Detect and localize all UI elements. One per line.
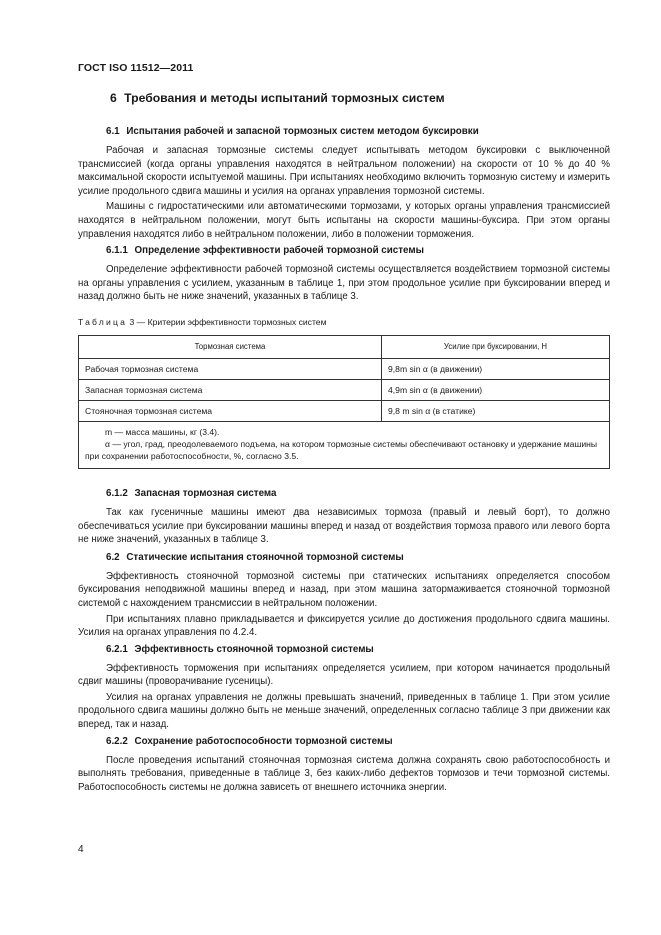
- subsection-number: 6.1.2: [106, 487, 128, 499]
- subsection-title: Определение эффективности рабочей тормозной системы: [134, 245, 424, 257]
- cell-system: Рабочая тормозная система: [79, 358, 382, 379]
- cell-force: 4,9m sin α (в движении): [382, 379, 610, 400]
- column-header-force: Усилие при буксировании, Н: [382, 335, 610, 358]
- paragraph: Эффективность торможения при испытаниях определяется усилием, при котором начинается продольный сдвиг машины (проворачивание гусеницы).: [78, 662, 610, 688]
- paragraph: Определение эффективности рабочей тормозной системы осуществляется воздействием тормозной системы на органы управления с усилием, указанным в таблице 1, при этом продольное усилие при буксировании вперед и назад должно быть не ниже значений, указанных в таблице 3.: [78, 264, 610, 303]
- paragraph: Так как гусеничные машины имеют два независимых тормоза (правый и левый борт), то должно обеспечиваться усилие при буксировании машины вперед и назад от воздействия тормоза правого или левого борта не ниже значений, указанных в таблице 3.: [78, 506, 610, 546]
- table-caption: [78, 316, 610, 328]
- table-row: [79, 358, 610, 379]
- subsection-title: Сохранение работоспособности тормозной системы: [134, 735, 393, 747]
- cell-system: Запасная тормозная система: [79, 379, 382, 400]
- cell-system: Стояночная тормозная система: [79, 400, 382, 421]
- paragraph: Рабочая и запасная тормозные системы следует испытывать методом буксировки с выключенной трансмиссией (когда органы управления находятся в нейтральном положении) на скорости от 10 % до 40 % максимальной скорости испытуемой машины. При испытаниях необходимо включить тормозную систему и измерить усилие продольного сдвига машины и усилия на органах управления тормозной системы.: [78, 145, 610, 197]
- table-caption-text: 3 — Критерии эффективности тормозных систем: [129, 316, 327, 327]
- table-header-row: [79, 335, 610, 358]
- cell-force: 9,8 m sin α (в статике): [382, 400, 610, 421]
- subsection-number: 6.1.1: [106, 245, 128, 257]
- subsection-6-2-heading: [106, 551, 610, 565]
- subsection-title: Запасная тормозная система: [134, 487, 277, 499]
- page-content: [78, 90, 610, 794]
- column-header-system: Тормозная система: [79, 335, 382, 358]
- subsection-title: Статические испытания стояночной тормозной системы: [126, 551, 404, 563]
- section-title: Требования и методы испытаний тормозных систем: [124, 91, 445, 105]
- paragraph: Усилия на органах управления не должны превышать значений, приведенных в таблице 1. При этом усилие продольного сдвига машины должно быть не меньше значений, определенных согласно таблице 3 при движении как вперед, так и назад.: [78, 691, 610, 731]
- braking-criteria-table: [78, 335, 610, 469]
- paragraph: При испытаниях плавно прикладывается и фиксируется усилие до достижения продольного сдвига машины. Усилия на органах управления по 4.2.4.: [78, 613, 610, 639]
- subsection-number: 6.2: [106, 551, 120, 563]
- subsection-number: 6.2.2: [106, 735, 128, 747]
- paragraph: После проведения испытаний стояночная тормозная система должна сохранять свою работоспособность и выполнять требования, приведенные в таблице 3, без каких-либо дефектов тормозов и течи тормозной системы. Работоспособность системы не должна зависеть от внешнего источника энергии.: [78, 754, 610, 793]
- subsection-title: Эффективность стояночной тормозной системы: [134, 643, 374, 655]
- table-note: m — масса машины, кг (3.4).: [105, 426, 220, 437]
- table-label: Таблица: [78, 316, 128, 327]
- subsection-6-1-heading: [106, 125, 610, 139]
- subsection-6-2-1-heading: [106, 643, 610, 657]
- paragraph: Машины с гидростатическими или автоматическими тормозами, у которых органы управления трансмиссией находятся в нейтральном положении, могут быть испытаны на скорости машины-буксира. При этом органы управления находятся либо в нейтральном положении, либо в положении торможения.: [78, 201, 610, 240]
- subsection-number: 6.1: [106, 126, 120, 137]
- subsection-6-2-2-heading: [106, 735, 610, 749]
- section-6-heading: [110, 90, 610, 106]
- cell-force: 9,8m sin α (в движении): [382, 358, 610, 379]
- paragraph: Эффективность стояночной тормозной системы при статических испытаниях определяется способом буксирования неподвижной машины вперед и назад, при этом машина затормаживается стояночной тормозной системой с нахождением трансмиссии в нейтральном положении.: [78, 570, 610, 609]
- page-number: 4: [78, 844, 84, 855]
- subsection-title: Испытания рабочей и запасной тормозных систем методом буксировки: [126, 126, 479, 137]
- section-number: 6: [110, 91, 117, 105]
- subsection-number: 6.2.1: [106, 643, 128, 655]
- table-row: [79, 400, 610, 421]
- table-note: α — угол, град, преодолеваемого подъема, на котором тормозные системы обеспечивают остановку и удержание машины при сохранении работоспособности, %, согласно 3.5.: [85, 438, 598, 461]
- table-notes: [79, 421, 610, 468]
- document-header: ГОСТ ISO 11512—2011: [78, 62, 194, 74]
- table-notes-row: [79, 421, 610, 468]
- table-row: [79, 379, 610, 400]
- subsection-6-1-1-heading: [106, 244, 610, 258]
- subsection-6-1-2-heading: [106, 487, 610, 501]
